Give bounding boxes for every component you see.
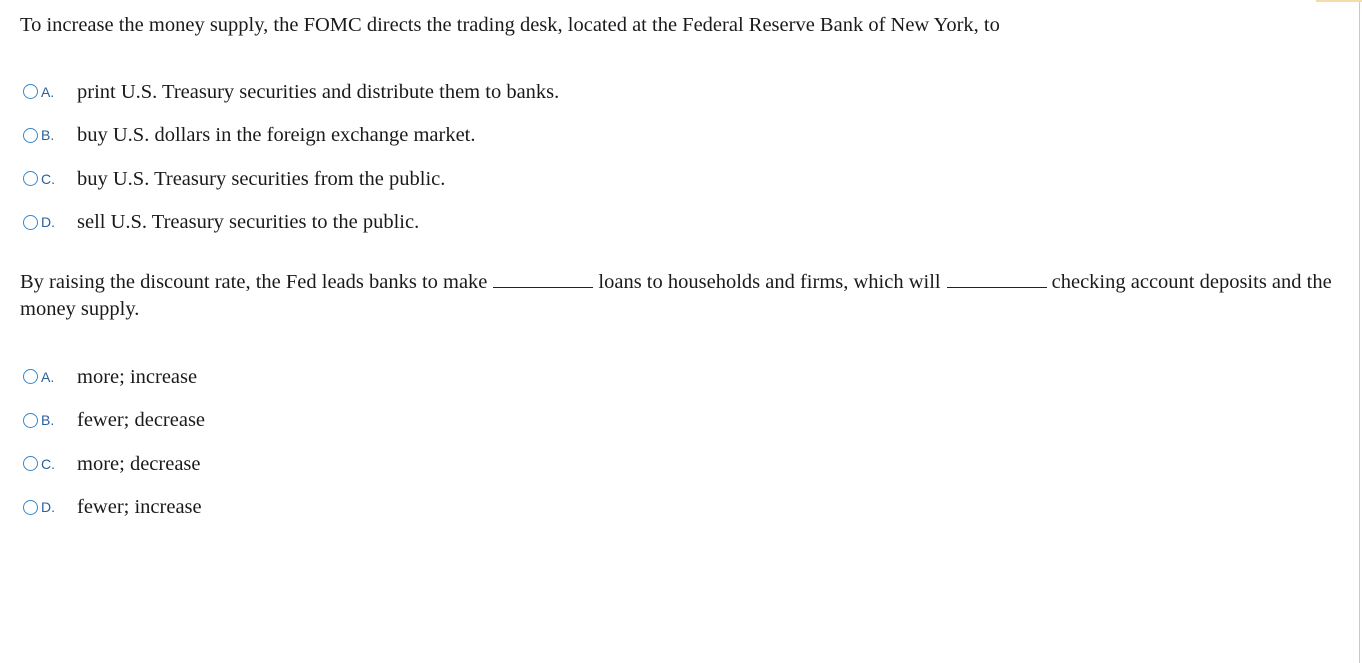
option-letter: C. [41, 455, 55, 472]
question-1-option-b[interactable] [20, 114, 1340, 158]
question-2-option-b[interactable] [20, 399, 1340, 443]
radio-button-icon[interactable] [23, 128, 38, 143]
option-letter: A. [41, 368, 55, 385]
question-2-option-a[interactable] [20, 355, 1340, 399]
question-1-option-d[interactable] [20, 201, 1340, 245]
question-1-option-c[interactable] [20, 157, 1340, 201]
option-letter: D. [41, 214, 55, 231]
question-1-options [20, 70, 1340, 244]
option-text: more; increase [77, 365, 198, 388]
radio-button-icon[interactable] [23, 500, 38, 515]
option-text: buy U.S. dollars in the foreign exchange market. [77, 124, 476, 147]
question-1-stem: To increase the money supply, the FOMC directs the trading desk, located at the Federal Reserve Bank of New York, to [20, 14, 1000, 36]
option-text: print U.S. Treasury securities and distribute them to banks. [77, 80, 560, 103]
question-1-option-a[interactable] [20, 70, 1340, 114]
question-2-stem-part-1: By raising the discount rate, the Fed leads banks to make [20, 271, 488, 293]
question-2-stem-part-3: checking account deposits and the money supply. [20, 271, 1332, 320]
window-right-border [1359, 0, 1360, 663]
question-2-stem-part-2: loans to households and firms, which will [598, 271, 941, 293]
window-corner-accent [1316, 0, 1362, 2]
radio-button-icon[interactable] [23, 456, 38, 471]
answer-blank-1 [493, 272, 593, 288]
question-2-option-c[interactable] [20, 442, 1340, 486]
option-text: buy U.S. Treasury securities from the public. [77, 167, 446, 190]
radio-button-icon[interactable] [23, 369, 38, 384]
radio-button-icon[interactable] [23, 413, 38, 428]
question-1 [20, 12, 1340, 244]
radio-button-icon[interactable] [23, 84, 38, 99]
option-letter: C. [41, 170, 55, 187]
option-letter: B. [41, 412, 55, 429]
option-letter: D. [41, 499, 55, 516]
answer-blank-2 [947, 272, 1047, 288]
option-text: fewer; increase [77, 496, 202, 519]
option-letter: A. [41, 83, 55, 100]
question-2-stem [20, 269, 1340, 323]
option-text: more; decrease [77, 452, 201, 475]
question-2-options [20, 355, 1340, 529]
option-letter: B. [41, 127, 55, 144]
option-text: sell U.S. Treasury securities to the public. [77, 211, 420, 234]
option-text: fewer; decrease [77, 409, 206, 432]
question-2-option-d[interactable] [20, 486, 1340, 530]
radio-button-icon[interactable] [23, 171, 38, 186]
question-2 [20, 269, 1340, 529]
radio-button-icon[interactable] [23, 215, 38, 230]
